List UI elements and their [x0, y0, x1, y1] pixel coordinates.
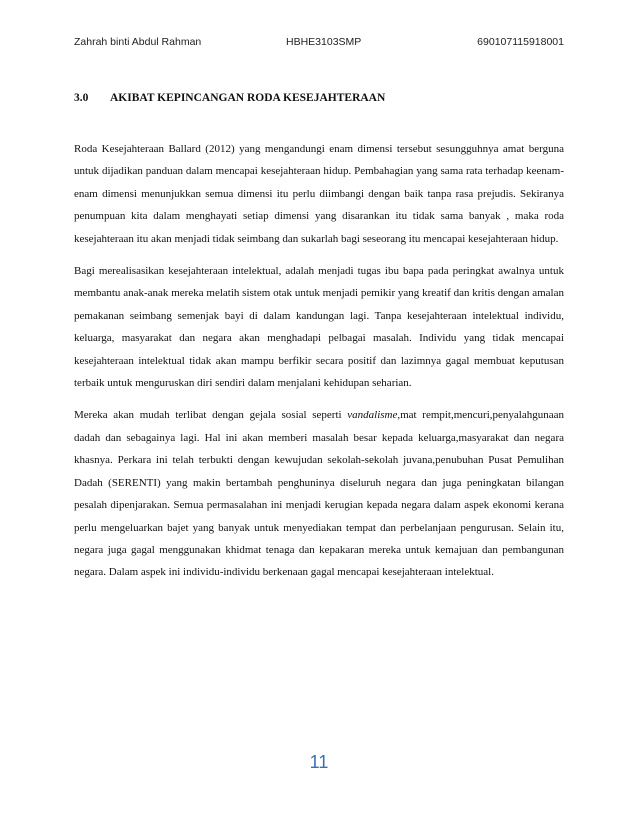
header-student-id: 690107115918001 [477, 36, 564, 48]
paragraph [74, 404, 564, 583]
page-header [74, 36, 564, 50]
section-heading [74, 92, 385, 104]
italic-term: vandalisme [347, 409, 398, 422]
page-number: 11 [309, 752, 329, 772]
section-title: AKIBAT KEPINCANGAN RODA KESEJAHTERAAN [110, 92, 386, 104]
paragraph: Bagi merealisasikan kesejahteraan intelektual, adalah menjadi tugas ibu bapa pada peringkat awalnya untuk membantu anak-anak mereka melatih sistem otak untuk menjadi pemikir yang kreatif dan kritis dengan amalan pemakanan seimbang semenjak bayi di dalam kandungan lagi. Tanpa kesejahteraan intelektual individu, keluarga, masyarakat dan negara akan menghadapi pelbagai masalah. Individu yang tidak mencapai kesejahteraan intelektual tidak akan mampu berfikir secara positif dan lazimnya gagal membuat keputusan terbaik untuk menguruskan diri sendiri dalam menjalani kehidupan seharian. [74, 265, 564, 390]
header-author: Zahrah binti Abdul Rahman [74, 36, 202, 48]
paragraph: Roda Kesejahteraan Ballard (2012) yang mengandungi enam dimensi tersebut sesungguhnya amat berguna untuk dijadikan panduan dalam mencapai kesejahteraan hidup. Pembahagian yang sama rata terhadap keenam-enam dimensi menunjukkan semua dimensi itu perlu diimbangi dengan baik tanpa rasa prejudis. Sekiranya penumpuan kita dalam menghayati setiap dimensi yang disarankan itu tidak sama banyak , maka roda kesejahteraan itu akan menjadi tidak seimbang dan sukarlah bagi seseorang itu mencapai kesejahteraan hidup. [74, 143, 564, 245]
paragraph-text: ,mat rempit,mencuri,penyalahgunaan dadah dan sebagainya lagi. Hal ini akan memberi masalah besar kepada keluarga,masyarakat dan negara khasnya. Perkara ini telah terbukti dengan kewujudan sekolah-sekolah juvana,penubuhan Pusat Pemulihan Dadah (SERENTI) yang makin bertambah penghuninya diseluruh negara dan juga peningkatan bilangan pesalah dipenjarakan. Semua permasalahan ini menjadi kerugian kepada negara dalam aspek ekonomi kerana perlu mengeluarkan bajet yang banyak untuk menyediakan tempat dan perbelanjaan pengurusan. Selain itu, negara juga gagal menggunakan khidmat tenaga dan kepakaran mereka untuk kemajuan dan pembangunan negara. Dalam aspek ini individu-individu berkenaan gagal mencapai kesejahteraan intelektual. [74, 409, 564, 579]
paragraph-text: Mereka akan mudah terlibat dengan gejala sosial seperti [74, 409, 348, 422]
header-course-code: HBHE3103SMP [286, 36, 362, 48]
section-number: 3.0 [74, 92, 89, 104]
document-body [74, 138, 564, 594]
